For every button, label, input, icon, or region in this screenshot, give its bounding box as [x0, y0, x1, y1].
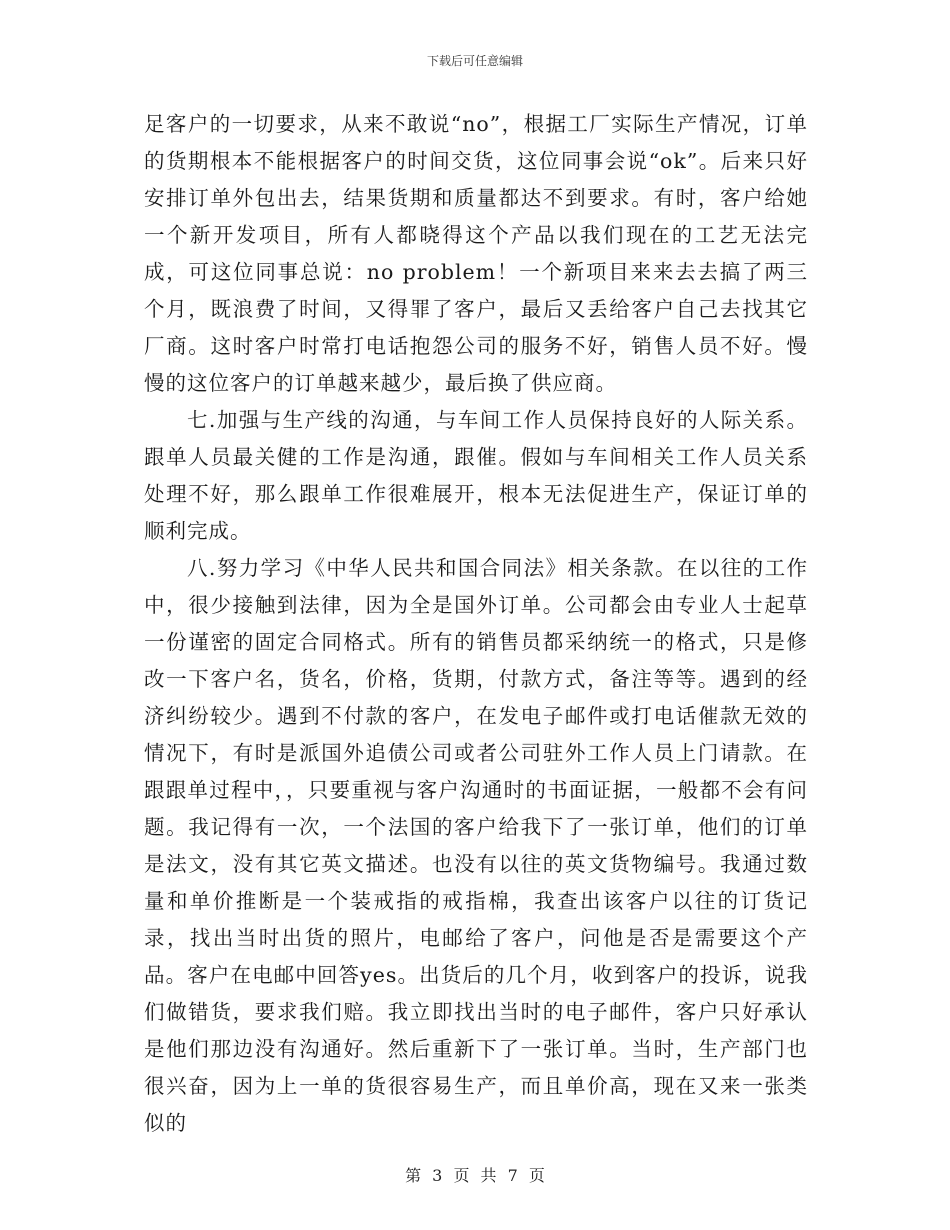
page-number-footer: 第 3 页 共 7 页	[405, 1166, 545, 1185]
paragraph-section-seven: 七.加强与生产线的沟通，与车间工作人员保持良好的人际关系。跟单人员最关健的工作是沟通，跟催。假如与车间相关工作人员关系处理不好，那么跟单工作很难展开，根本无法促进生产，保证订单的顺利完成。	[144, 408, 808, 543]
page-header: 下载后可任意编辑	[426, 54, 523, 68]
paragraph-section-eight: 八.努力学习《中华人民共和国合同法》相关条款。在以往的工作中，很少接触到法律，因为全是国外订单。公司都会由专业人士起草一份谨密的固定合同格式。所有的销售员都采纳统一的格式，只是修改一下客户名，货名，价格，货期，付款方式，备注等等。遇到的经济纠纷较少。遇到不付款的客户，在发电子邮件或打电话催款无效的情况下，有时是派国外追债公司或者公司驻外工作人员上门请款。在跟跟单过程中，，只要重视与客户沟通时的书面证据，一般都不会有问题。我记得有一次，一个法国的客户给我下了一张订单，他们的订单是法文，没有其它英文描述。也没有以往的英文货物编号。我通过数量和单价推断是一个装戒指的戒指棉，我查出该客户以往的订货记录，找出当时出货的照片，电邮给了客户，问他是否是需要这个产品。客户在电邮中回答yes。出货后的几个月，收到客户的投诉，说我们做错货，要求我们赔。我立即找出当时的电子邮件，客户只好承认是他们那边没有沟通好。然后重新下了一张订单。当时，生产部门也很兴奋，因为上一单的货很容易生产，而且单价高，现在又来一张类似的	[144, 556, 808, 1135]
document-body	[144, 106, 808, 1142]
paragraph-continuation: 足客户的一切要求，从来不敢说“no”，根据工厂实际生产情况，订单的货期根本不能根据客户的时间交货，这位同事会说“ok”。后来只好安排订单外包出去，结果货期和质量都达不到要求。有时，客户给她一个新开发项目，所有人都晓得这个产品以我们现在的工艺无法完成，可这位同事总说：no problem！一个新项目来来去去搞了两三个月，既浪费了时间，又得罪了客户，最后又丢给客户自己去找其它厂商。这时客户时常打电话抱怨公司的服务不好，销售人员不好。慢慢的这位客户的订单越来越少，最后换了供应商。	[144, 112, 808, 395]
